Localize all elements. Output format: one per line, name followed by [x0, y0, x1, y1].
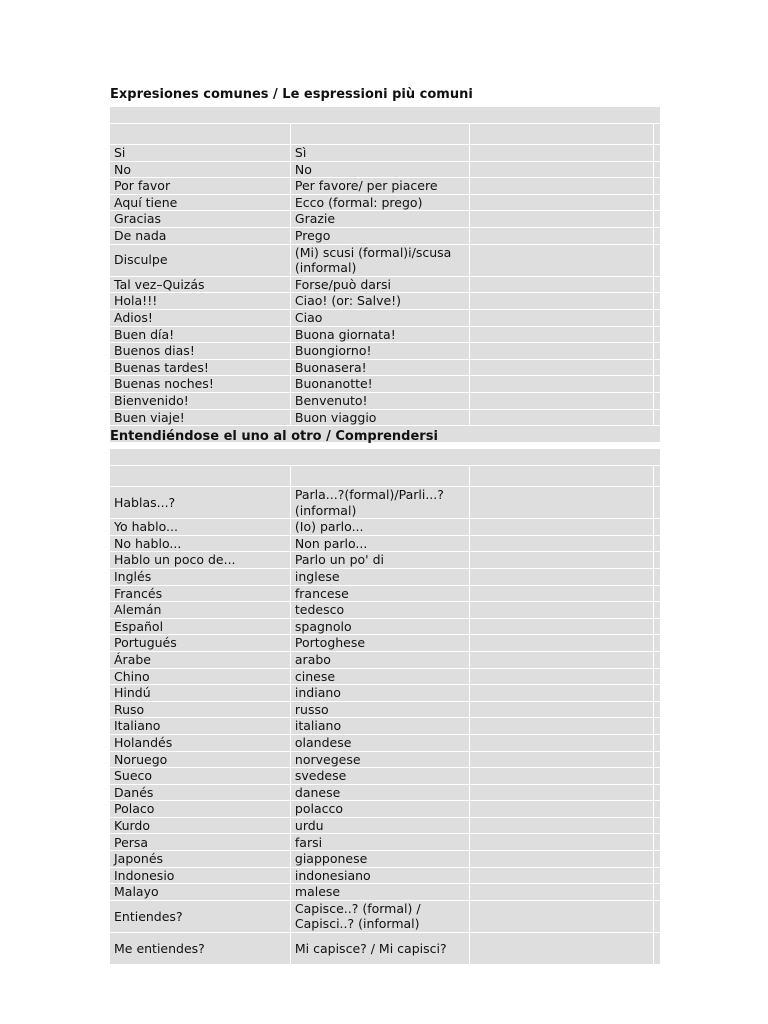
table-row	[110, 635, 660, 652]
empty-cell	[470, 519, 654, 536]
empty-cell	[654, 768, 660, 785]
empty-cell	[470, 586, 654, 603]
empty-cell	[110, 124, 291, 145]
italian-phrase: olandese	[291, 735, 470, 752]
empty-cell	[470, 393, 654, 410]
spanish-phrase: Malayo	[110, 884, 291, 901]
table-row	[110, 376, 660, 393]
table-row	[110, 768, 660, 785]
spanish-phrase: Indonesio	[110, 868, 291, 885]
empty-cell	[654, 901, 660, 933]
table-row	[110, 245, 660, 277]
table-row	[110, 211, 660, 228]
italian-phrase: tedesco	[291, 602, 470, 619]
spanish-phrase: Aquí tiene	[110, 195, 291, 212]
empty-cell	[470, 834, 654, 851]
table-spacer-row	[110, 466, 660, 487]
empty-cell	[470, 277, 654, 294]
empty-cell	[654, 393, 660, 410]
table-row	[110, 801, 660, 818]
table-row	[110, 669, 660, 686]
table-row	[110, 343, 660, 360]
empty-cell	[654, 211, 660, 228]
italian-phrase: francese	[291, 586, 470, 603]
italian-phrase: Buonanotte!	[291, 376, 470, 393]
empty-cell	[470, 752, 654, 769]
italian-phrase: Non parlo...	[291, 536, 470, 553]
spanish-phrase: Si	[110, 145, 291, 162]
spanish-phrase: Disculpe	[110, 245, 291, 277]
empty-cell	[110, 466, 291, 487]
table-row	[110, 293, 660, 310]
empty-cell	[470, 718, 654, 735]
empty-cell	[654, 178, 660, 195]
empty-cell	[654, 818, 660, 835]
empty-cell	[470, 602, 654, 619]
section-title: Entendiéndose el uno al otro / Comprendersi	[110, 429, 438, 444]
italian-phrase: Mi capisce? / Mi capisci?	[291, 933, 470, 965]
table-row	[110, 552, 660, 569]
table-row	[110, 195, 660, 212]
italian-phrase: polacco	[291, 801, 470, 818]
spanish-phrase: Buen viaje!	[110, 410, 291, 427]
empty-cell	[470, 410, 654, 427]
italian-phrase: Portoghese	[291, 635, 470, 652]
empty-cell	[470, 685, 654, 702]
empty-cell	[470, 785, 654, 802]
empty-cell	[654, 536, 660, 553]
empty-cell	[470, 901, 654, 933]
spanish-phrase: Hindú	[110, 685, 291, 702]
italian-phrase: No	[291, 162, 470, 179]
empty-cell	[470, 466, 654, 487]
spanish-phrase: Polaco	[110, 801, 291, 818]
spanish-phrase: Buenas noches!	[110, 376, 291, 393]
spanish-phrase: Danés	[110, 785, 291, 802]
italian-phrase: Parlo un po' di	[291, 552, 470, 569]
empty-cell	[470, 376, 654, 393]
italian-phrase: norvegese	[291, 752, 470, 769]
spanish-phrase: Árabe	[110, 652, 291, 669]
empty-cell	[654, 785, 660, 802]
empty-cell	[654, 277, 660, 294]
table-row	[110, 162, 660, 179]
table-row	[110, 884, 660, 901]
empty-cell	[470, 652, 654, 669]
italian-phrase: italiano	[291, 718, 470, 735]
empty-cell	[654, 487, 660, 519]
empty-cell	[654, 586, 660, 603]
empty-cell	[654, 868, 660, 885]
italian-phrase: (Io) parlo...	[291, 519, 470, 536]
table-row	[110, 487, 660, 519]
italian-phrase: Buongiorno!	[291, 343, 470, 360]
spanish-phrase: De nada	[110, 228, 291, 245]
empty-cell	[654, 635, 660, 652]
italian-phrase: Grazie	[291, 211, 470, 228]
empty-cell	[470, 552, 654, 569]
table-row	[110, 327, 660, 344]
table-row	[110, 933, 660, 965]
spanish-phrase: No hablo...	[110, 536, 291, 553]
empty-cell	[654, 162, 660, 179]
phrase-table-understanding	[110, 449, 660, 965]
empty-cell	[470, 619, 654, 636]
table-row	[110, 569, 660, 586]
spanish-phrase: Por favor	[110, 178, 291, 195]
empty-cell	[470, 343, 654, 360]
spanish-phrase: Sueco	[110, 768, 291, 785]
table-row	[110, 868, 660, 885]
italian-phrase: arabo	[291, 652, 470, 669]
table-row	[110, 619, 660, 636]
empty-cell	[654, 245, 660, 277]
italian-phrase: Capisce..? (formal) / Capisci..? (informal)	[291, 901, 470, 933]
empty-cell	[291, 466, 470, 487]
empty-cell	[470, 293, 654, 310]
empty-cell	[654, 801, 660, 818]
spanish-phrase: Bienvenido!	[110, 393, 291, 410]
table-row	[110, 277, 660, 294]
empty-cell	[470, 327, 654, 344]
italian-phrase: danese	[291, 785, 470, 802]
spanish-phrase: Alemán	[110, 602, 291, 619]
empty-cell	[470, 124, 654, 145]
empty-cell	[654, 327, 660, 344]
empty-cell	[470, 884, 654, 901]
spanish-phrase: Hola!!!	[110, 293, 291, 310]
table-spacer-row	[110, 107, 660, 124]
table-row	[110, 536, 660, 553]
empty-cell	[654, 410, 660, 427]
phrase-table-common-expressions	[110, 107, 660, 443]
empty-cell	[654, 669, 660, 686]
italian-phrase: farsi	[291, 834, 470, 851]
italian-phrase: cinese	[291, 669, 470, 686]
table-row	[110, 410, 660, 427]
empty-cell	[470, 228, 654, 245]
table-row	[110, 785, 660, 802]
empty-cell	[470, 768, 654, 785]
empty-cell	[654, 293, 660, 310]
italian-phrase: Prego	[291, 228, 470, 245]
italian-phrase: Ecco (formal: prego)	[291, 195, 470, 212]
empty-cell	[654, 569, 660, 586]
empty-cell	[654, 376, 660, 393]
empty-cell	[470, 195, 654, 212]
spanish-phrase: Hablas...?	[110, 487, 291, 519]
empty-cell	[654, 933, 660, 965]
empty-cell	[470, 211, 654, 228]
empty-cell	[470, 310, 654, 327]
italian-phrase: (Mi) scusi (formal)i/scusa (informal)	[291, 245, 470, 277]
spanish-phrase: Adios!	[110, 310, 291, 327]
empty-cell	[470, 702, 654, 719]
empty-cell	[470, 851, 654, 868]
empty-cell	[470, 818, 654, 835]
empty-cell	[470, 145, 654, 162]
spanish-phrase: Persa	[110, 834, 291, 851]
spanish-phrase: Francés	[110, 586, 291, 603]
empty-cell	[654, 360, 660, 377]
empty-cell	[654, 884, 660, 901]
table-row	[110, 145, 660, 162]
spanish-phrase: Italiano	[110, 718, 291, 735]
italian-phrase: Benvenuto!	[291, 393, 470, 410]
empty-cell	[654, 519, 660, 536]
italian-phrase: Ciao	[291, 310, 470, 327]
empty-cell	[654, 619, 660, 636]
empty-cell	[470, 162, 654, 179]
italian-phrase: urdu	[291, 818, 470, 835]
empty-cell	[654, 735, 660, 752]
empty-cell	[654, 685, 660, 702]
italian-phrase: Buon viaggio	[291, 410, 470, 427]
empty-cell	[470, 178, 654, 195]
empty-cell	[470, 360, 654, 377]
table-row	[110, 752, 660, 769]
italian-phrase: indiano	[291, 685, 470, 702]
italian-phrase: Buonasera!	[291, 360, 470, 377]
spanish-phrase: No	[110, 162, 291, 179]
spanish-phrase: Portugués	[110, 635, 291, 652]
table-spacer-row	[110, 449, 660, 466]
spanish-phrase: Buenas tardes!	[110, 360, 291, 377]
section-title: Expresiones comunes / Le espressioni più comuni	[110, 87, 473, 102]
empty-cell	[654, 466, 660, 487]
table-row	[110, 652, 660, 669]
spanish-phrase: Gracias	[110, 211, 291, 228]
table-row	[110, 851, 660, 868]
italian-phrase: spagnolo	[291, 619, 470, 636]
italian-phrase: Per favore/ per piacere	[291, 178, 470, 195]
italian-phrase: Parla...?(formal)/Parli...? (informal)	[291, 487, 470, 519]
empty-cell	[654, 652, 660, 669]
spanish-phrase: Inglés	[110, 569, 291, 586]
empty-cell	[654, 834, 660, 851]
italian-phrase: indonesiano	[291, 868, 470, 885]
spanish-phrase: Chino	[110, 669, 291, 686]
empty-cell	[654, 124, 660, 145]
spanish-phrase: Tal vez–Quizás	[110, 277, 291, 294]
empty-cell	[470, 245, 654, 277]
spanish-phrase: Buen día!	[110, 327, 291, 344]
empty-cell	[291, 124, 470, 145]
table-row	[110, 702, 660, 719]
italian-phrase: giapponese	[291, 851, 470, 868]
spanish-phrase: Ruso	[110, 702, 291, 719]
empty-cell	[470, 487, 654, 519]
empty-cell	[654, 343, 660, 360]
empty-cell	[470, 569, 654, 586]
spanish-phrase: Holandés	[110, 735, 291, 752]
table-row	[110, 586, 660, 603]
table-row	[110, 310, 660, 327]
empty-cell	[654, 228, 660, 245]
header-band	[110, 449, 660, 466]
italian-phrase: Forse/può darsi	[291, 277, 470, 294]
table-row	[110, 519, 660, 536]
italian-phrase: inglese	[291, 569, 470, 586]
italian-phrase: Buona giornata!	[291, 327, 470, 344]
spanish-phrase: Hablo un poco de...	[110, 552, 291, 569]
empty-cell	[654, 718, 660, 735]
table-row	[110, 228, 660, 245]
italian-phrase: Sì	[291, 145, 470, 162]
table-row	[110, 834, 660, 851]
empty-cell	[654, 310, 660, 327]
empty-cell	[470, 801, 654, 818]
table-row	[110, 735, 660, 752]
empty-cell	[470, 933, 654, 965]
empty-cell	[470, 868, 654, 885]
table-row	[110, 818, 660, 835]
table-row	[110, 901, 660, 933]
spanish-phrase: Kurdo	[110, 818, 291, 835]
empty-cell	[470, 536, 654, 553]
spanish-phrase: Buenos dias!	[110, 343, 291, 360]
table-row	[110, 718, 660, 735]
table-row	[110, 393, 660, 410]
spanish-phrase: Japonés	[110, 851, 291, 868]
spanish-phrase: Español	[110, 619, 291, 636]
table-spacer-row	[110, 124, 660, 145]
header-band	[110, 107, 660, 124]
table-row	[110, 360, 660, 377]
empty-cell	[470, 735, 654, 752]
italian-phrase: russo	[291, 702, 470, 719]
table-row	[110, 685, 660, 702]
empty-cell	[654, 552, 660, 569]
spanish-phrase: Noruego	[110, 752, 291, 769]
italian-phrase: malese	[291, 884, 470, 901]
empty-cell	[654, 145, 660, 162]
spanish-phrase: Me entiendes?	[110, 933, 291, 965]
empty-cell	[654, 851, 660, 868]
italian-phrase: svedese	[291, 768, 470, 785]
italian-phrase: Ciao! (or: Salve!)	[291, 293, 470, 310]
empty-cell	[654, 752, 660, 769]
empty-cell	[470, 635, 654, 652]
empty-cell	[654, 602, 660, 619]
spanish-phrase: Yo hablo...	[110, 519, 291, 536]
empty-cell	[470, 669, 654, 686]
spanish-phrase: Entiendes?	[110, 901, 291, 933]
empty-cell	[654, 702, 660, 719]
table-row	[110, 178, 660, 195]
empty-cell	[654, 195, 660, 212]
table-row	[110, 602, 660, 619]
